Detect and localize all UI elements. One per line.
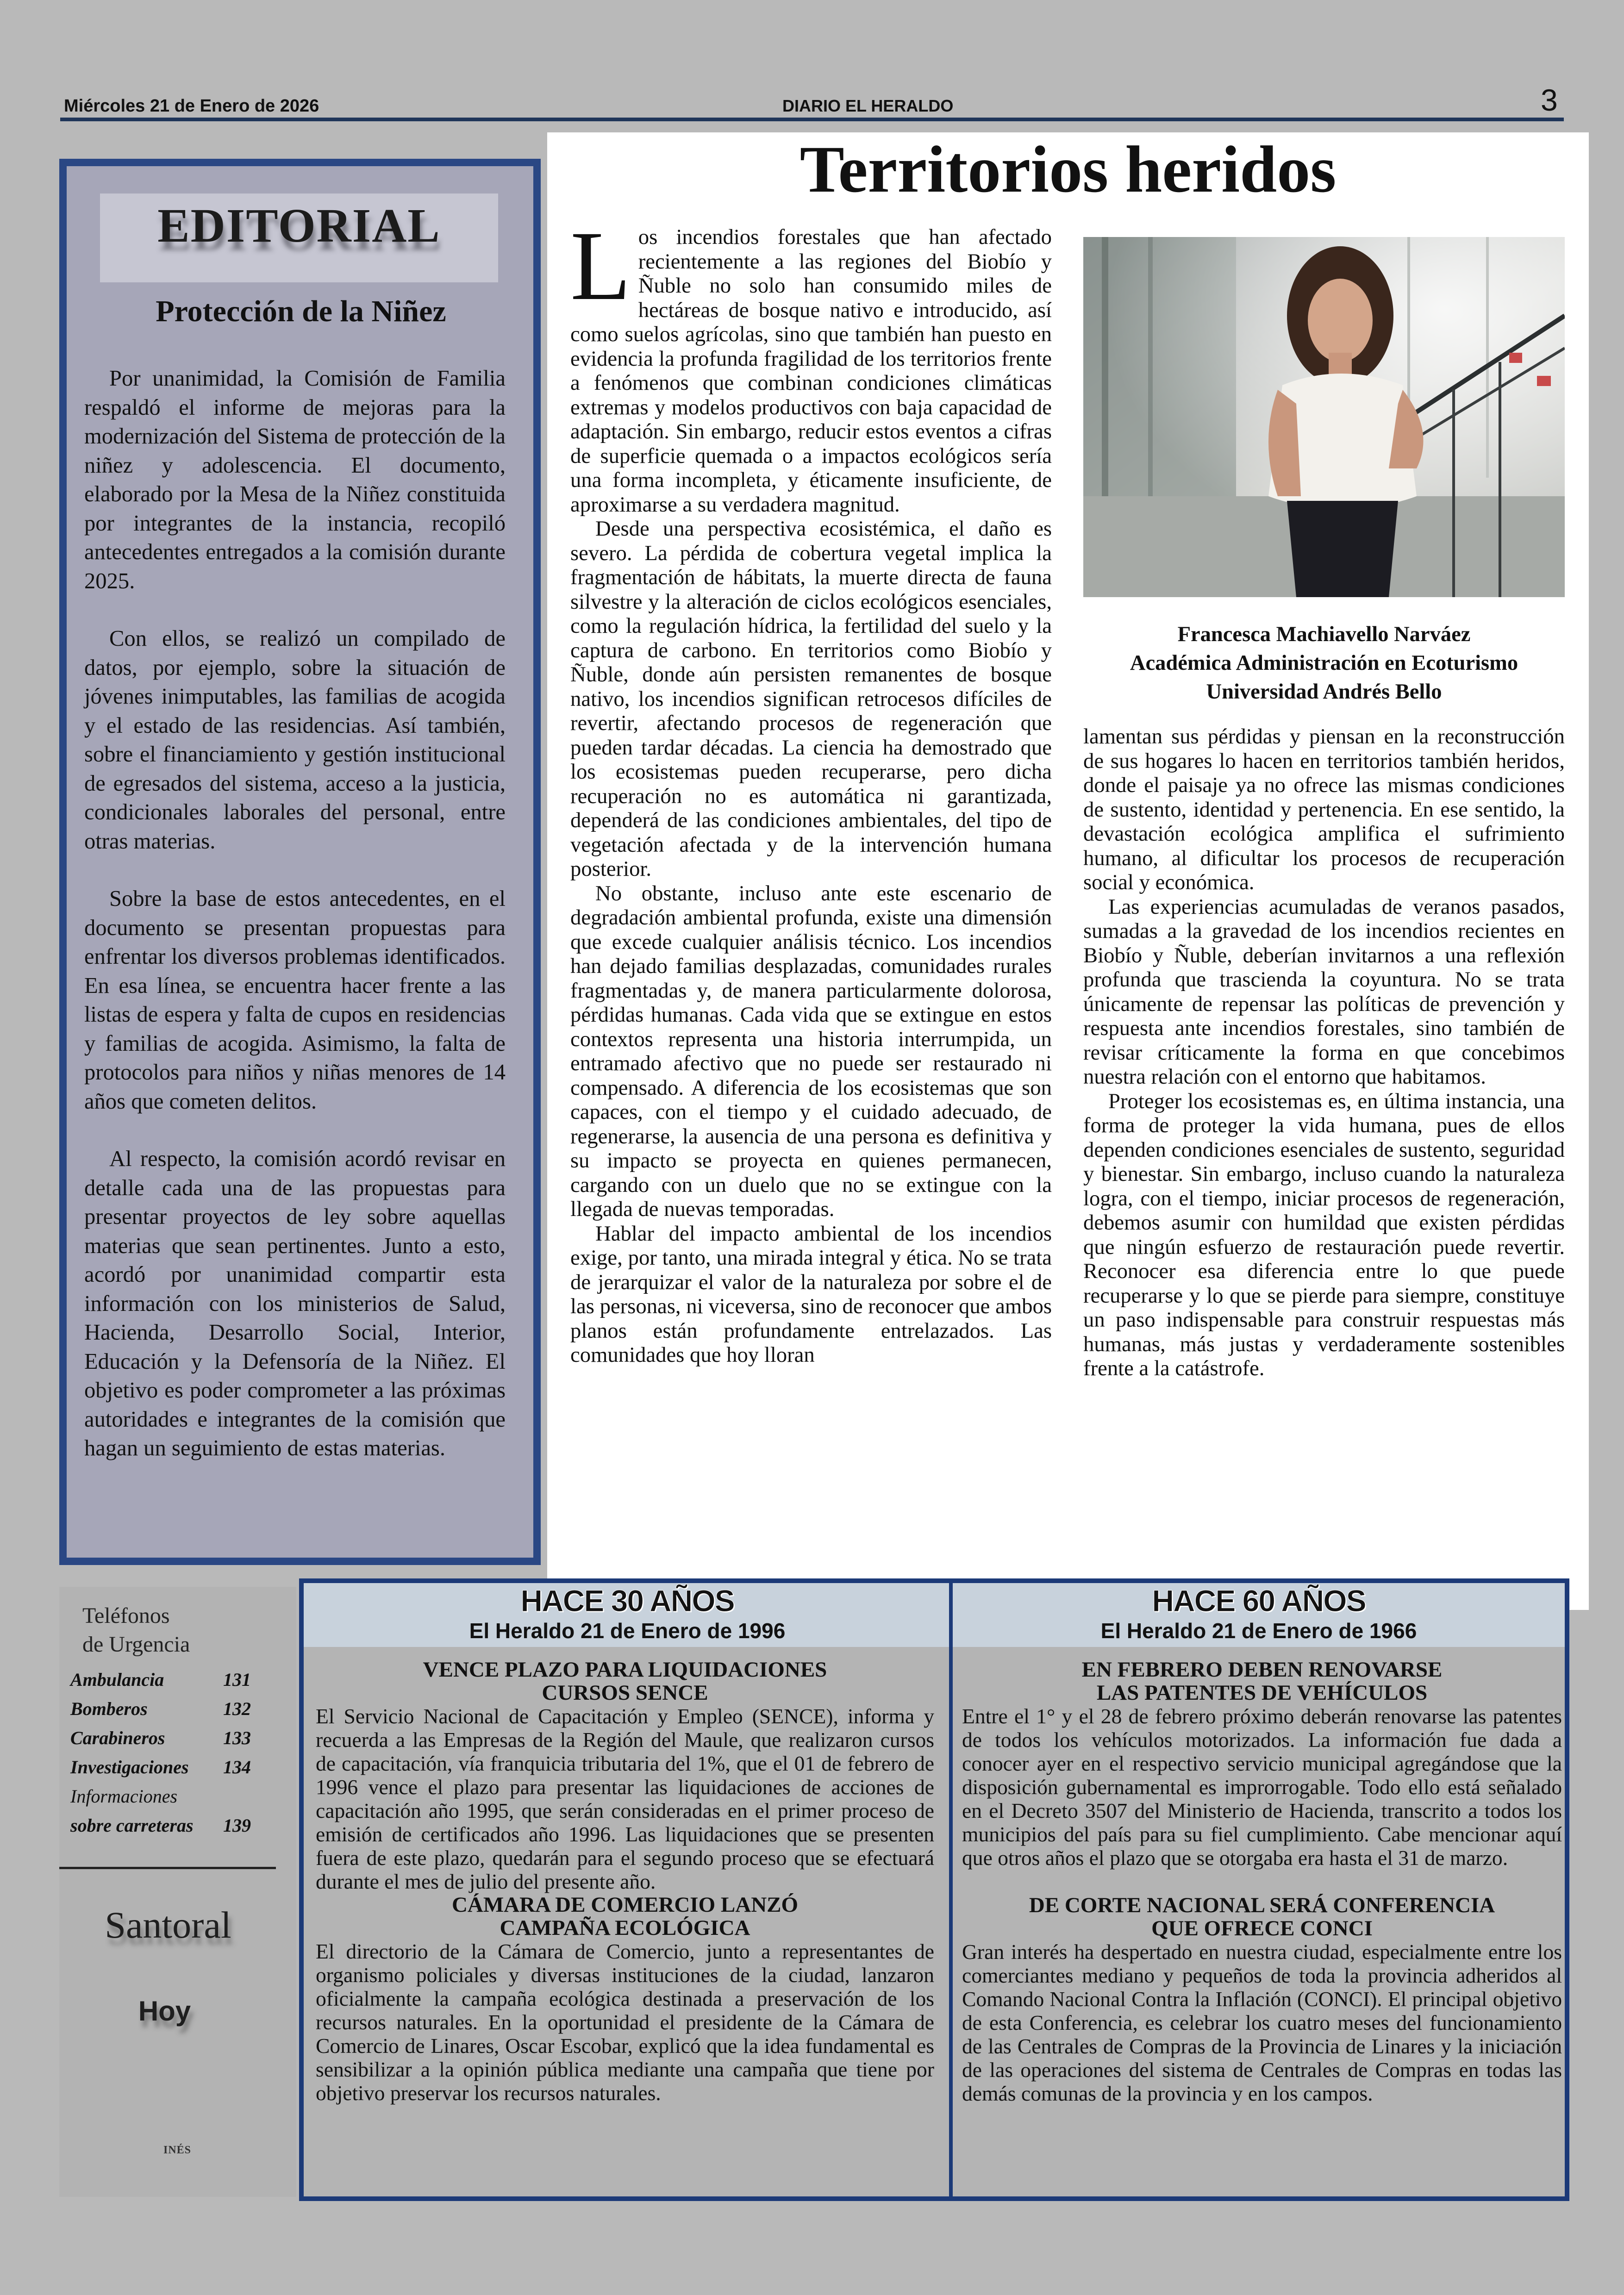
phone-label: Investigaciones <box>70 1757 189 1777</box>
author-role: Académica Administración en Ecoturismo <box>1130 651 1518 675</box>
phone-row <box>70 1756 265 1778</box>
hace-30-title: HACE 30 AÑOS <box>520 1584 734 1618</box>
editorial-tag: EDITORIAL <box>157 199 441 252</box>
spacer <box>962 1870 1562 1894</box>
phone-number: 132 <box>223 1698 251 1719</box>
santoral-today: Hoy <box>138 1996 191 2027</box>
news-paragraph: El directorio de la Cámara de Comercio, junto a representantes de organismo policiales y diversas instituciones de la ciudad, lanzaron oficialmente la campaña ecológica destinada a preservación de los recursos naturales. En la oportunidad el presidente de la Cámara de Comercio de Linares, Oscar Escobar, explicó que la idea fundamental es sensibilizar a la opinión pública mediante una campaña que tiene por objetivo preservar los recursos naturales. <box>316 1940 934 2105</box>
phones-title-line: de Urgencia <box>82 1632 190 1657</box>
sidebar-divider <box>59 1867 276 1869</box>
news-paragraph: Gran interés ha despertado en nuestra ciudad, especialmente entre los comerciantes mediano y pequeños de toda la provincia adheridos al Comando Nacional Contra la Inflación (CONCI). El principal objetivo de esta Conferencia, es celebrar los cuatro meses del funcionamiento de las Centrales de Compras de la Provincia de Linares y la iniciación de las operaciones del sistema de Centrales de Compras en todas las demás comunas de la provincia y en los campos. <box>962 1940 1562 2105</box>
phone-label: sobre carreteras <box>70 1815 194 1836</box>
phone-number: 139 <box>223 1815 251 1836</box>
article-title: Territorios heridos <box>800 133 1337 206</box>
phone-label: Informaciones <box>70 1786 178 1807</box>
author-university: Universidad Andrés Bello <box>1206 680 1442 704</box>
article-lead-paragraph <box>570 211 1052 517</box>
phone-row <box>70 1727 265 1749</box>
article-paragraph: No obstante, incluso ante este escenario de degradación ambiental profunda, existe una dimensión que excede cualquier análisis técnico. Los incendios han dejado familias desplazadas, comunidades rurales fragmentadas y, de manera particularmente dolorosa, pérdidas humanas. Cada vida que se extingue en estos contextos representa una historia interrumpida, un entramado afectivo que no puede ser restaurado ni compensado. A diferencia de los ecosistemas que son capaces, con el tiempo y el cuidado adecuado, de regenerarse, la ausencia de una persona es definitiva y su impacto se proyecta en quienes permanecen, cargando con un duelo que no se extingue con la llegada de nuevas temporadas. <box>570 881 1052 1221</box>
phone-label: Ambulancia <box>70 1669 164 1690</box>
news-headline: VENCE PLAZO PARA LIQUIDACIONES <box>423 1658 827 1682</box>
header-date: Miércoles 21 de Enero de 2026 <box>64 96 319 116</box>
phone-number: 131 <box>223 1669 251 1690</box>
news-headline: LAS PATENTES DE VEHÍCULOS <box>1096 1681 1428 1705</box>
phone-label: Carabineros <box>70 1727 165 1748</box>
article-column-1 <box>570 211 1052 1367</box>
history-divider <box>949 1583 953 2196</box>
phones-title <box>82 1602 286 1659</box>
news-headline: CÁMARA DE COMERCIO LANZÓ <box>451 1893 799 1917</box>
author-name: Francesca Machiavello Narváez <box>1177 623 1471 646</box>
article-lead-text: os incendios forestales que han afectado recientemente a las regiones del Biobío y Ñuble no solo han consumido miles de hectáreas de bosque nativo e introducido, así como suelos agrícolas, sino que también han puesto en evidencia la profunda fragilidad de los territorios frente a fenómenos que combinan condiciones climáticas extremas y modelos productivos con baja capacidad de adaptación. Sin embargo, reducir estos eventos a cifras de superficie quemada o a impactos ecológicos sería una forma incompleta, y éticamente insuficiente, de aproximarse a su verdadera magnitud. <box>570 225 1052 517</box>
news-headline: CURSOS SENCE <box>542 1681 708 1705</box>
news-paragraph: Entre el 1° y el 28 de febrero próximo deberán renovarse las patentes de todos los vehículos motorizados. La información fue dada a conocer ayer en el respectivo servicio municipal agregándose que la disposición gubernamental es improrrogable. Todo ello está señalado en el Decreto 3507 del Ministerio de Hacienda, transcrito a todos los municipios del país para su fiel cumplimiento. Cabe mencionar aquí que otros años el plazo que se otorgaba era hasta el 31 de marzo. <box>962 1704 1562 1870</box>
phone-row <box>70 1698 265 1720</box>
phone-label: Bomberos <box>70 1698 148 1719</box>
article-column-2 <box>1083 724 1565 1381</box>
editorial-paragraph: Con ellos, se realizó un compilado de datos, por ejemplo, sobre la situación de jóvenes inimputables, las familias de acogida y el estado de las residencias. Así también, sobre el financiamiento y gestión institucional de egresados del sistema, acceso a la justicia, condicionales laborales del personal, entre otras materias. <box>84 626 506 854</box>
news-headline: DE CORTE NACIONAL SERÁ CONFERENCIA <box>1029 1893 1495 1917</box>
article-paragraph: Proteger los ecosistemas es, en última instancia, una forma de proteger la vida humana, pues de ellos dependen condiciones esenciales de sustento, seguridad y bienestar. Sin embargo, incluso cuando la naturaleza logra, con el tiempo, iniciar procesos de regeneración, debemos asumir con humildad que existen pérdidas que ningún esfuerzo de restauración puede revertir. Reconocer esa diferencia entre lo que puede recuperarse y lo que se pierde para siempre, constituye un paso indispensable para construir respuestas más humanas, más justas y verdaderamente sostenibles frente a la catástrofe. <box>1083 1089 1565 1380</box>
phone-row <box>70 1815 265 1836</box>
drop-cap: L <box>570 211 631 321</box>
phones-title-line: Teléfonos <box>82 1603 170 1628</box>
author-caption <box>1065 620 1583 706</box>
page-number: 3 <box>1541 83 1558 117</box>
phone-row <box>70 1669 265 1690</box>
news-headline: QUE OFRECE CONCI <box>1151 1916 1373 1940</box>
article-paragraph: Hablar del impacto ambiental de los incendios exige, por tanto, una mirada integral y ética. No se trata de jerarquizar el valor de la naturaleza por sobre el de las personas, ni viceversa, sino de reconocer que ambos planos están profundamente entrelazados. Las comunidades que hoy lloran <box>570 1221 1052 1367</box>
editorial-paragraph: Por unanimidad, la Comisión de Familia respaldó el informe de mejoras para la modernización del Sistema de protección de la niñez y adolescencia. El documento, elaborado por la Mesa de la Niñez constituida por integrantes de la instancia, recopiló antecedentes entregados a la comisión durante 2025. <box>84 366 506 593</box>
hace-60-column <box>962 1658 1562 2105</box>
santoral-saint: INÉS <box>163 2144 192 2156</box>
editorial-body <box>84 364 506 1491</box>
santoral-title: Santoral <box>105 1904 231 1946</box>
hace-60-subtitle: El Heraldo 21 de Enero de 1966 <box>1100 1619 1417 1643</box>
author-photo-image <box>1083 237 1565 597</box>
author-photo <box>1083 237 1565 597</box>
header-paper-name: DIARIO EL HERALDO <box>782 96 954 115</box>
article-paragraph: Desde una perspectiva ecosistémica, el daño es severo. La pérdida de cobertura vegetal implica la fragmentación de hábitats, la muerte directa de fauna silvestre y la alteración de ciclos ecológicos esenciales, como la regulación hídrica, la fertilidad del suelo y la captura de carbono. En territorios como Biobío y Ñuble, donde aún persisten remanentes de bosque nativo, los incendios significan retrocesos difíciles de revertir, afectando procesos de regeneración que pueden tardar décadas. La ciencia ha demostrado que los ecosistemas pueden recuperarse, pero dicha recuperación no es automática ni garantizada, dependerá de las condiciones ambientales, del tipo de vegetación afectada y de la intervención humana posterior. <box>570 517 1052 881</box>
news-headline: CAMPAÑA ECOLÓGICA <box>500 1916 750 1940</box>
phone-row <box>70 1785 265 1807</box>
editorial-paragraph: Sobre la base de estos antecedentes, en el documento se presentan propuestas para enfrentar los diversos problemas identificados. En esa línea, se encuentra hacer frente a las listas de espera y falta de cupos en residencias y familias de acogida. Asimismo, la falta de protocolos para niños y niñas menores de 14 años que cometen delitos. <box>84 886 506 1114</box>
article-paragraph: Las experiencias acumuladas de veranos pasados, sumadas a la gravedad de los incendios recientes en Biobío y Ñuble, deberían invitarnos a una reflexión profunda que trascienda la coyuntura. No se trata únicamente de repensar las políticas de prevención y respuesta ante incendios forestales, sino también de revisar críticamente la forma en que concebimos nuestra relación con el entorno que habitamos. <box>1083 894 1565 1089</box>
hace-30-column <box>316 1658 934 2105</box>
news-headline: EN FEBRERO DEBEN RENOVARSE <box>1081 1658 1443 1682</box>
editorial-heading: Protección de la Niñez <box>156 294 446 328</box>
hace-30-subtitle: El Heraldo 21 de Enero de 1996 <box>469 1619 786 1643</box>
phone-number: 134 <box>223 1757 251 1777</box>
header-rule <box>60 118 1564 121</box>
article-paragraph: lamentan sus pérdidas y piensan en la reconstrucción de sus hogares lo hacen en territorios también heridos, donde el paisaje ya no ofrece las mismas condiciones de sustento, identidad y pertenencia. En ese sentido, la devastación ecológica amplifica el sufrimiento humano, al dificultar los procesos de recuperación social y económica. <box>1083 724 1565 894</box>
news-paragraph: El Servicio Nacional de Capacitación y Empleo (SENCE), informa y recuerda a las Empresas de la Región del Maule, que realizaron cursos de capacitación, vía franquicia tributaria del 1%, que el 01 de febrero de 1996 vence el plazo para presentar las liquidaciones de acciones de capacitación año 1995, que serán consideradas en el primer proceso de emisión de certificados año 1996. Las liquidaciones que se presenten fuera de este plazo, quedarán para el segundo proceso que se efectuará durante el mes de julio del presente año. <box>316 1704 934 1893</box>
hace-60-title: HACE 60 AÑOS <box>1152 1584 1366 1618</box>
editorial-paragraph: Al respecto, la comisión acordó revisar en detalle cada una de las propuestas para presentar proyectos de ley sobre aquellas materias que sean pertinentes. Junto a esto, acordó por unanimidad compartir esta información con los ministerios de Salud, Hacienda, Desarrollo Social, Interior, Educación y la Defensoría de la Niñez. El objetivo es poder comprometer a las próximas autoridades e integrantes de la comisión que hagan un seguimiento de estas materias. <box>84 1146 506 1460</box>
phone-number: 133 <box>223 1727 251 1748</box>
